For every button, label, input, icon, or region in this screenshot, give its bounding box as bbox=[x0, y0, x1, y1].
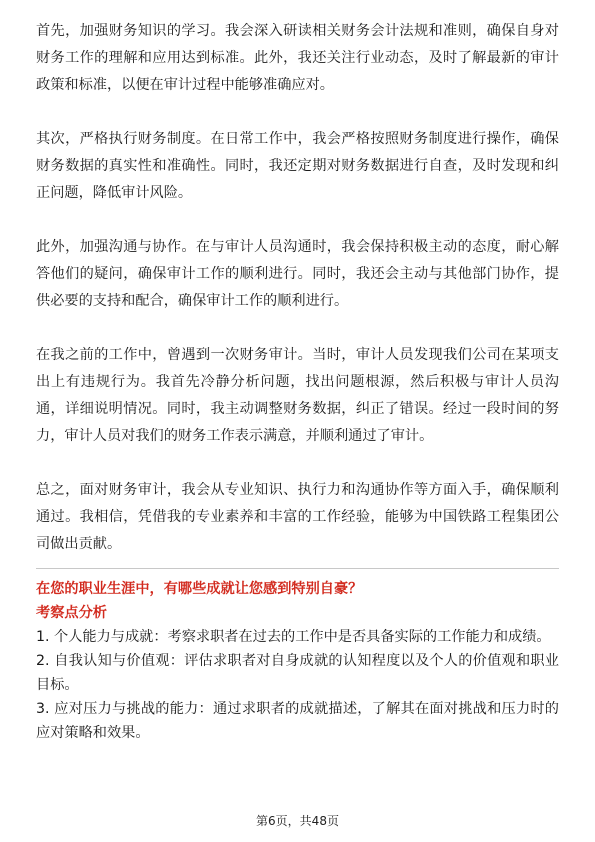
document-page bbox=[36, 18, 559, 745]
analysis-point-2: 2. 自我认知与价值观：评估求职者对自身成就的认知程度以及个人的价值观和职业目标。 bbox=[36, 653, 559, 693]
paragraph-knowledge: 首先，加强财务知识的学习。我会深入研读相关财务会计法规和准则，确保自身对财务工作的理解和应用达到标准。此外，我还关注行业动态，及时了解最新的审计政策和标准，以便在审计过程中能够准确应对。 bbox=[36, 23, 559, 93]
section-divider bbox=[36, 568, 559, 569]
page-number: 第6页，共48页 bbox=[256, 814, 339, 828]
analysis-point-1: 1. 个人能力与成就：考察求职者在过去的工作中是否具备实际的工作能力和成绩。 bbox=[36, 629, 551, 645]
analysis-point-3: 3. 应对压力与挑战的能力：通过求职者的成就描述，了解其在面对挑战和压力时的应对策略和效果。 bbox=[36, 701, 559, 741]
paragraph-system: 其次，严格执行财务制度。在日常工作中，我会严格按照财务制度进行操作，确保财务数据的真实性和准确性。同时，我还定期对财务数据进行自查，及时发现和纠正问题，降低审计风险。 bbox=[36, 131, 559, 201]
analysis-title: 考察点分析 bbox=[36, 605, 107, 621]
paragraph-communication: 此外，加强沟通与协作。在与审计人员沟通时，我会保持积极主动的态度，耐心解答他们的疑问，确保审计工作的顺利进行。同时，我还会主动与其他部门协作，提供必要的支持和配合，确保审计工作的顺利进行。 bbox=[36, 239, 559, 309]
paragraph-experience: 在我之前的工作中，曾遇到一次财务审计。当时，审计人员发现我们公司在某项支出上有违规行为。我首先冷静分析问题，找出问题根源，然后积极与审计人员沟通，详细说明情况。同时，我主动调整财务数据，纠正了错误。经过一段时间的努力，审计人员对我们的财务工作表示满意，并顺利通过了审计。 bbox=[36, 347, 559, 444]
interview-question: 在您的职业生涯中，有哪些成就让您感到特别自豪？ bbox=[36, 581, 363, 597]
paragraph-summary: 总之，面对财务审计，我会从专业知识、执行力和沟通协作等方面入手，确保顺利通过。我相信，凭借我的专业素养和丰富的工作经验，能够为中国铁路工程集团公司做出贡献。 bbox=[36, 482, 559, 552]
